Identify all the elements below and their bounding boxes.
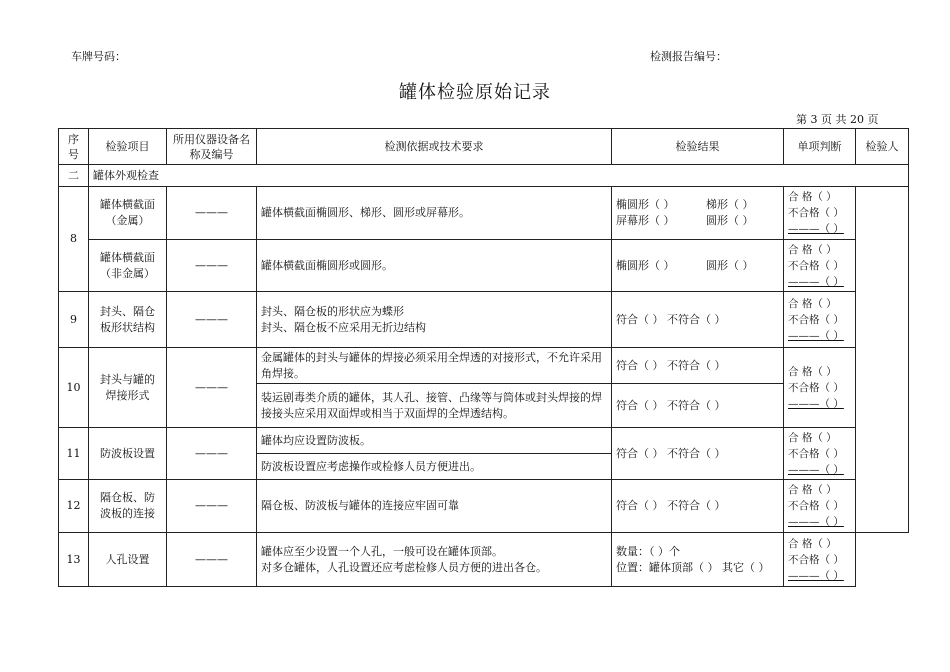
row-no: 13 bbox=[59, 533, 89, 587]
row-instrument: ——— bbox=[167, 187, 257, 240]
row-result: 符合（ ） 不符合（ ） bbox=[612, 428, 784, 480]
table-row bbox=[59, 533, 909, 587]
row-result bbox=[612, 240, 784, 292]
row-instrument: ——— bbox=[167, 428, 257, 480]
row-no: 8 bbox=[59, 187, 89, 292]
judge-fail: 不合格（ ） bbox=[788, 313, 844, 326]
requirement-line: 封头、隔仓板不应采用无折边结构 bbox=[261, 320, 426, 334]
row-item: 封头、隔仓板形状结构 bbox=[89, 292, 167, 348]
row-item: 隔仓板、防波板的连接 bbox=[89, 480, 167, 533]
row-result: 符合（ ） 不符合（ ） bbox=[612, 480, 784, 533]
plate-number-label: 车牌号码： bbox=[71, 50, 126, 63]
result-option: 圆形（ ） bbox=[706, 214, 754, 227]
row-requirement: 装运剧毒类介质的罐体，其人孔、接管、凸缘等与筒体或封头焊接的焊接接头应采用双面焊或相当于双面焊的全焊透结构。 bbox=[257, 384, 612, 428]
judge-na: ———（ ） bbox=[788, 463, 844, 476]
judge-na: ———（ ） bbox=[788, 397, 844, 410]
table-row bbox=[59, 240, 909, 292]
row-requirement: 罐体均应设置防波板。 bbox=[257, 428, 612, 454]
section-no: 二 bbox=[59, 165, 89, 187]
row-item: 防波板设置 bbox=[89, 428, 167, 480]
judge-na: ———（ ） bbox=[788, 329, 844, 342]
judge-fail: 不合格（ ） bbox=[788, 447, 844, 460]
row-requirement: 金属罐体的封头与罐体的焊接必须采用全焊透的对接形式，不允许采用角焊接。 bbox=[257, 348, 612, 384]
page-info: 第 3 页 共 20 页 bbox=[796, 113, 879, 126]
judge-pass: 合 格（ ） bbox=[788, 484, 837, 496]
row-item: 罐体横截面（非金属） bbox=[89, 240, 167, 292]
row-judgement bbox=[784, 480, 856, 533]
document-title: 罐体检验原始记录 bbox=[399, 82, 551, 103]
result-line: 数量：（ ）个 bbox=[616, 544, 680, 558]
table-header-row bbox=[59, 129, 909, 165]
row-requirement bbox=[257, 292, 612, 348]
col-judgement: 单项判断 bbox=[784, 129, 856, 165]
row-result: 符合（ ） 不符合（ ） bbox=[612, 292, 784, 348]
record-table bbox=[58, 128, 909, 587]
result-option: 椭圆形（ ） bbox=[616, 258, 675, 272]
row-requirement bbox=[257, 533, 612, 587]
row-instrument: ——— bbox=[167, 348, 257, 428]
row-result bbox=[612, 187, 784, 240]
row-instrument: ——— bbox=[167, 533, 257, 587]
result-option: 圆形（ ） bbox=[706, 258, 754, 272]
row-no: 9 bbox=[59, 292, 89, 348]
row-result: 符合（ ） 不符合（ ） bbox=[612, 348, 784, 384]
row-requirement: 防波板设置应考虑操作或检修人员方便进出。 bbox=[257, 454, 612, 480]
row-item: 人孔设置 bbox=[89, 533, 167, 587]
result-line: 位置：罐体顶部（ ） 其它（ ） bbox=[616, 560, 770, 574]
row-instrument: ——— bbox=[167, 480, 257, 533]
row-judgement bbox=[784, 292, 856, 348]
result-option: 梯形（ ） bbox=[706, 198, 754, 211]
row-judgement bbox=[784, 240, 856, 292]
judge-na: ———（ ） bbox=[788, 223, 844, 235]
requirement-line: 罐体应至少设置一个人孔，一般可设在罐体顶部。 bbox=[261, 544, 503, 558]
row-item: 封头与罐的焊接形式 bbox=[89, 348, 167, 428]
report-number-label: 检测报告编号： bbox=[650, 50, 727, 63]
section-row bbox=[59, 165, 909, 187]
judge-fail: 不合格（ ） bbox=[788, 500, 844, 512]
row-requirement: 隔仓板、防波板与罐体的连接应牢固可靠 bbox=[257, 480, 612, 533]
result-option: 椭圆形（ ） bbox=[616, 198, 675, 211]
judge-na: ———（ ） bbox=[788, 516, 844, 528]
row-judgement bbox=[784, 428, 856, 480]
judge-pass: 合 格（ ） bbox=[788, 537, 837, 550]
table-row bbox=[59, 428, 909, 454]
judge-na: ———（ ） bbox=[788, 275, 844, 288]
row-item: 罐体横截面（金属） bbox=[89, 187, 167, 240]
row-result: 符合（ ） 不符合（ ） bbox=[612, 384, 784, 428]
requirement-line: 封头、隔仓板的形状应为蝶形 bbox=[261, 304, 404, 318]
row-judgement bbox=[784, 533, 856, 587]
row-instrument: ——— bbox=[167, 292, 257, 348]
judge-pass: 合 格（ ） bbox=[788, 243, 837, 256]
row-no: 11 bbox=[59, 428, 89, 480]
inspector-cell bbox=[856, 187, 909, 533]
table-row bbox=[59, 187, 909, 240]
judge-fail: 不合格（ ） bbox=[788, 259, 844, 272]
row-requirement: 罐体横截面椭圆形、梯形、圆形或屏幕形。 bbox=[257, 187, 612, 240]
judge-pass: 合 格（ ） bbox=[788, 431, 837, 444]
judge-fail: 不合格（ ） bbox=[788, 207, 844, 219]
row-judgement bbox=[784, 187, 856, 240]
row-requirement: 罐体横截面椭圆形或圆形。 bbox=[257, 240, 612, 292]
judge-na: ———（ ） bbox=[788, 569, 844, 582]
row-judgement bbox=[784, 348, 856, 428]
table-row bbox=[59, 292, 909, 348]
row-instrument: ——— bbox=[167, 240, 257, 292]
row-no: 12 bbox=[59, 480, 89, 533]
row-no: 10 bbox=[59, 348, 89, 428]
col-result: 检验结果 bbox=[612, 129, 784, 165]
judge-fail: 不合格（ ） bbox=[788, 381, 844, 394]
table-row bbox=[59, 348, 909, 384]
judge-pass: 合 格（ ） bbox=[788, 297, 837, 310]
judge-pass: 合 格（ ） bbox=[788, 191, 837, 203]
table-row bbox=[59, 480, 909, 533]
judge-pass: 合 格（ ） bbox=[788, 365, 837, 378]
judge-fail: 不合格（ ） bbox=[788, 553, 844, 566]
col-instrument: 所用仪器设备名称及编号 bbox=[167, 129, 257, 165]
requirement-line: 对多仓罐体，人孔设置还应考虑检修人员方便的进出各仓。 bbox=[261, 560, 547, 574]
result-option: 屏幕形（ ） bbox=[616, 214, 675, 227]
col-requirement: 检测依据或技术要求 bbox=[257, 129, 612, 165]
section-label: 罐体外观检查 bbox=[89, 165, 909, 187]
row-result bbox=[612, 533, 784, 587]
col-inspector: 检验人 bbox=[856, 129, 909, 165]
col-no: 序号 bbox=[59, 129, 89, 165]
col-item: 检验项目 bbox=[89, 129, 167, 165]
